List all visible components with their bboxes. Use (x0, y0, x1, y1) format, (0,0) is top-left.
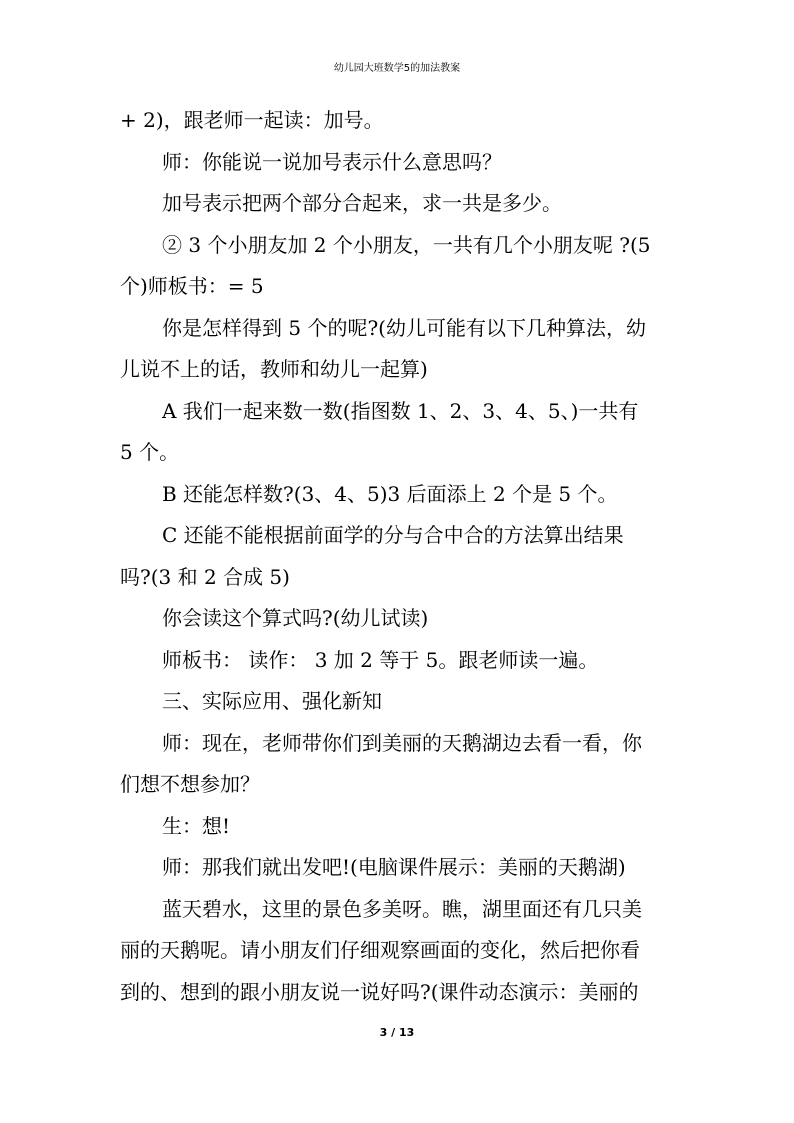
text-line: B 还能怎样数?(3、4、5)3 后面添上 2 个是 5 个。 (162, 481, 618, 506)
text-line: 生：想! (162, 813, 231, 838)
text-line: 吗?(3 和 2 合成 5) (120, 564, 290, 589)
text-line: 5 个。 (120, 440, 180, 464)
text-line: 到的、想到的跟小朋友说一说好吗?(课件动态演示：美丽的 (120, 979, 639, 1004)
text-line: 师：现在，老师带你们到美丽的天鹅湖边去看一看，你 (162, 730, 642, 755)
text-line: 师：那我们就出发吧!(电脑课件展示：美丽的天鹅湖) (162, 855, 626, 879)
text-line: 师：你能说一说加号表示什么意思吗？ (162, 149, 502, 174)
page-number: 3 / 13 (379, 1026, 415, 1039)
text-line: 们想不想参加？ (120, 772, 260, 796)
text-line: 蓝天碧水，这里的景色多美呀。瞧，湖里面还有几只美 (162, 896, 642, 921)
text-line: 儿说不上的话，教师和幼儿一起算) (120, 357, 428, 381)
text-line: 丽的天鹅呢。请小朋友们仔细观察画面的变化，然后把你看 (120, 938, 640, 962)
text-line: 你是怎样得到 5 个的呢?(幼儿可能有以下几种算法，幼 (162, 315, 646, 340)
page-header-title: 幼儿园大班数学5的加法教案 (333, 63, 461, 74)
text-line: 加号表示把两个部分合起来，求一共是多少。 (162, 191, 562, 215)
text-line: 你会读这个算式吗?(幼儿试读) (162, 606, 429, 630)
section-heading: 三、实际应用、强化新知 (162, 689, 382, 713)
text-line: 个)师板书：= 5 (120, 274, 264, 298)
text-line: C 还能不能根据前面学的分与合中合的方法算出结果 (162, 523, 624, 547)
document-body (120, 100, 680, 1013)
text-line: A 我们一起来数一数(指图数 1、2、3、4、5、)一共有 (162, 398, 639, 423)
text-line: ② 3 个小朋友加 2 个小朋友，一共有几个小朋友呢 ?(5 (162, 232, 651, 257)
text-line: 师板书： 读作： 3 加 2 等于 5。跟老师读一遍。 (162, 647, 599, 672)
text-line: + 2)，跟老师一起读：加号。 (120, 108, 384, 132)
